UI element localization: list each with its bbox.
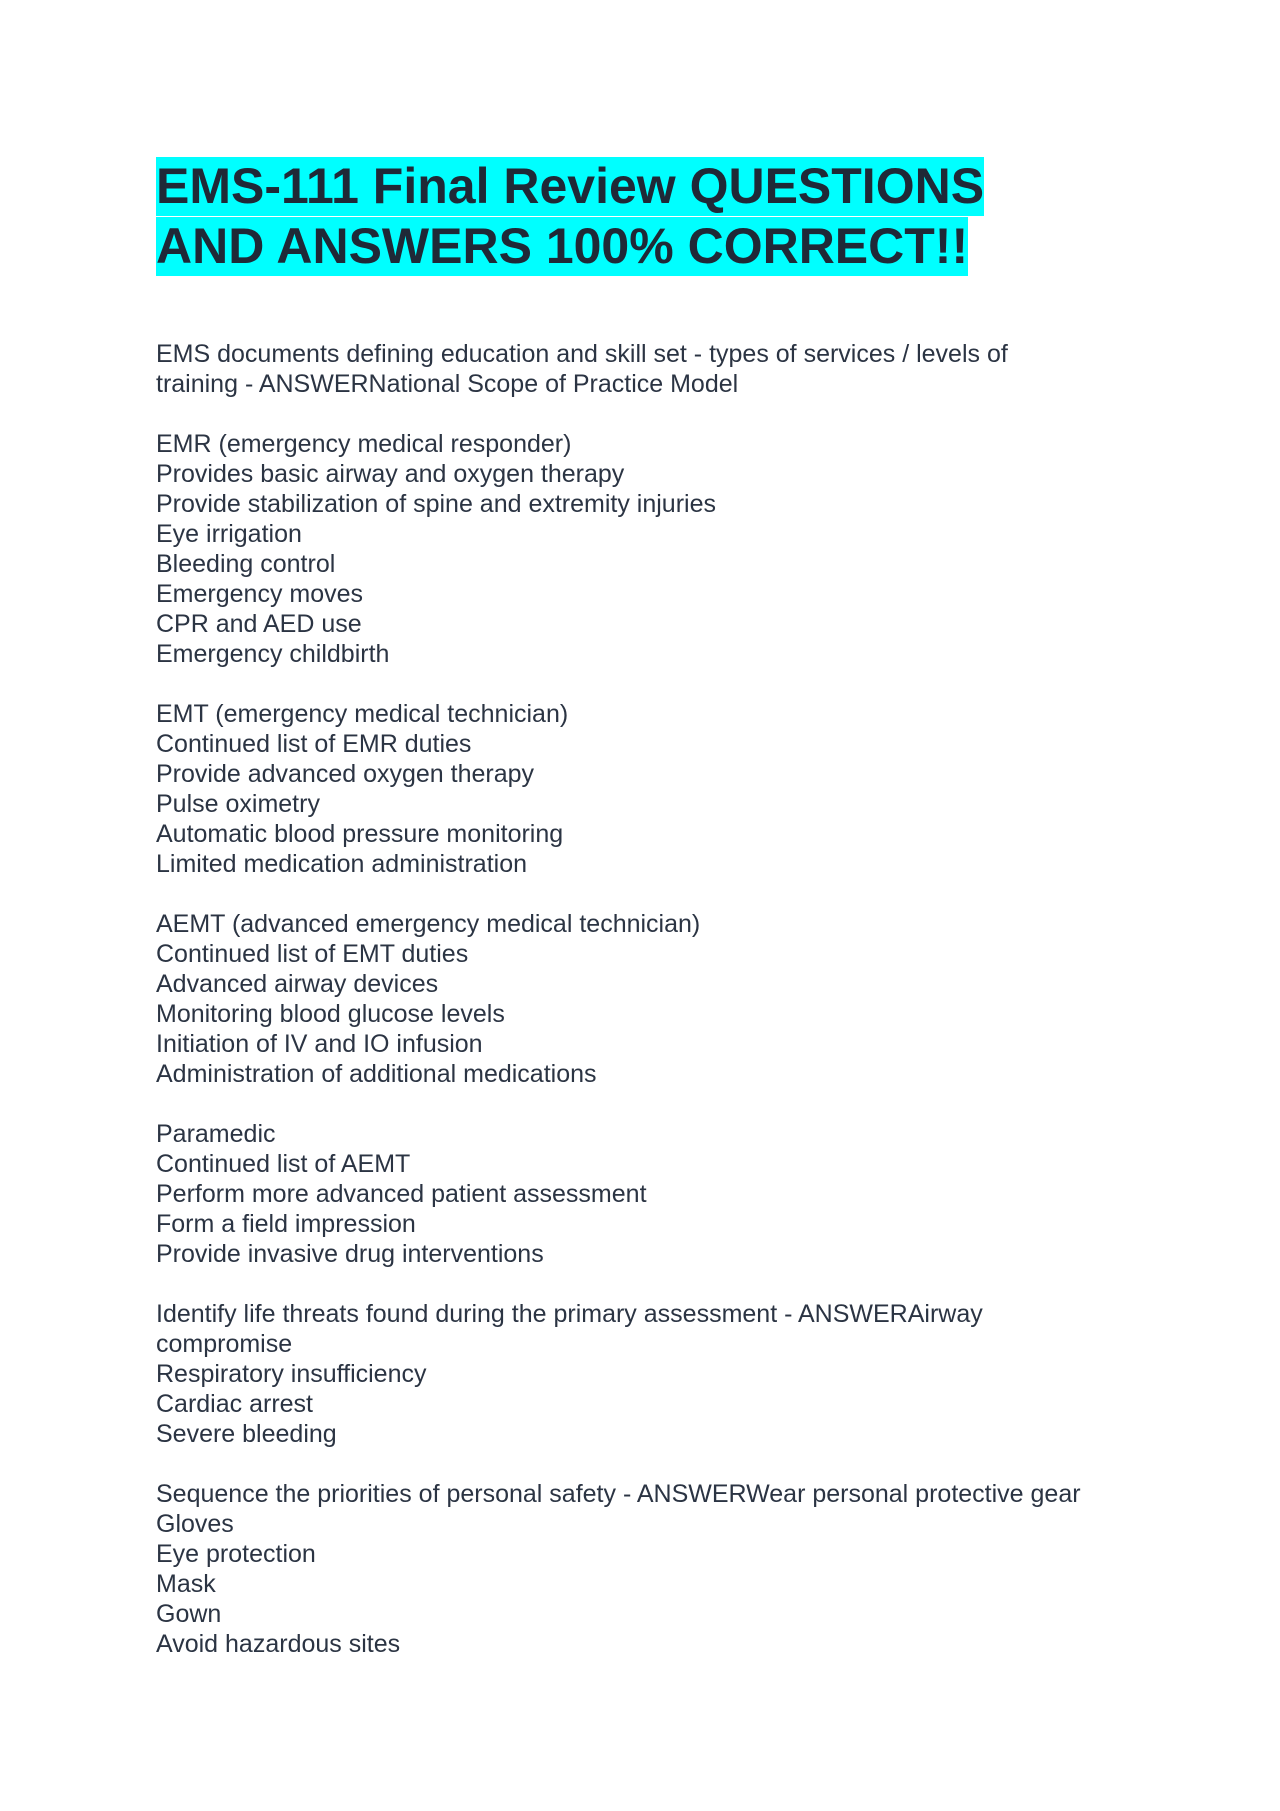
text-line: Severe bleeding — [156, 1420, 337, 1448]
text-line: Eye protection — [156, 1540, 316, 1568]
text-line: Initiation of IV and IO infusion — [156, 1030, 483, 1058]
text-line: Automatic blood pressure monitoring — [156, 820, 564, 848]
text-block — [156, 909, 1136, 1089]
text-block — [156, 339, 1136, 399]
text-line: Cardiac arrest — [156, 1390, 313, 1418]
title-line-1: EMS-111 Final Review QUESTIONS — [156, 158, 985, 214]
text-line: EMR (emergency medical responder) — [156, 430, 572, 458]
text-block — [156, 1119, 1136, 1269]
text-line: Perform more advanced patient assessment — [156, 1180, 647, 1208]
text-line: Limited medication administration — [156, 850, 528, 878]
text-line: Advanced airway devices — [156, 970, 439, 998]
document-body — [156, 339, 1136, 1659]
text-line: Gown — [156, 1600, 222, 1628]
text-line: Provides basic airway and oxygen therapy — [156, 460, 625, 488]
text-line: Provide invasive drug interventions — [156, 1240, 544, 1268]
text-block — [156, 1299, 1136, 1449]
text-line: EMT (emergency medical technician) — [156, 700, 569, 728]
text-line: Form a field impression — [156, 1210, 416, 1238]
text-block — [156, 699, 1136, 879]
text-line: Continued list of AEMT — [156, 1150, 411, 1178]
text-line: compromise — [156, 1330, 293, 1358]
text-line: Emergency moves — [156, 580, 364, 608]
text-line: training - ANSWERNational Scope of Practice Model — [156, 370, 739, 398]
text-line: Continued list of EMT duties — [156, 940, 469, 968]
text-block — [156, 429, 1136, 669]
text-block — [156, 1479, 1136, 1659]
title-line-2: AND ANSWERS 100% CORRECT!! — [156, 218, 969, 274]
text-line: Administration of additional medications — [156, 1060, 597, 1088]
document-title — [156, 156, 1136, 276]
text-line: Pulse oximetry — [156, 790, 320, 818]
text-line: EMS documents defining education and skill set - types of services / levels of — [156, 340, 1008, 368]
text-line: Sequence the priorities of personal safety - ANSWERWear personal protective gear — [156, 1480, 1081, 1508]
text-line: Respiratory insufficiency — [156, 1360, 427, 1388]
text-line: CPR and AED use — [156, 610, 362, 638]
text-line: Monitoring blood glucose levels — [156, 1000, 505, 1028]
text-line: Eye irrigation — [156, 520, 302, 548]
document-page — [156, 156, 1136, 1689]
text-line: Bleeding control — [156, 550, 336, 578]
text-line: Provide stabilization of spine and extremity injuries — [156, 490, 716, 518]
text-line: Avoid hazardous sites — [156, 1630, 401, 1658]
text-line: Mask — [156, 1570, 216, 1598]
text-line: Provide advanced oxygen therapy — [156, 760, 535, 788]
text-line: Continued list of EMR duties — [156, 730, 472, 758]
text-line: Identify life threats found during the primary assessment - ANSWERAirway — [156, 1300, 983, 1328]
text-line: Paramedic — [156, 1120, 276, 1148]
text-line: Gloves — [156, 1510, 234, 1538]
text-line: Emergency childbirth — [156, 640, 390, 668]
text-line: AEMT (advanced emergency medical technician) — [156, 910, 701, 938]
